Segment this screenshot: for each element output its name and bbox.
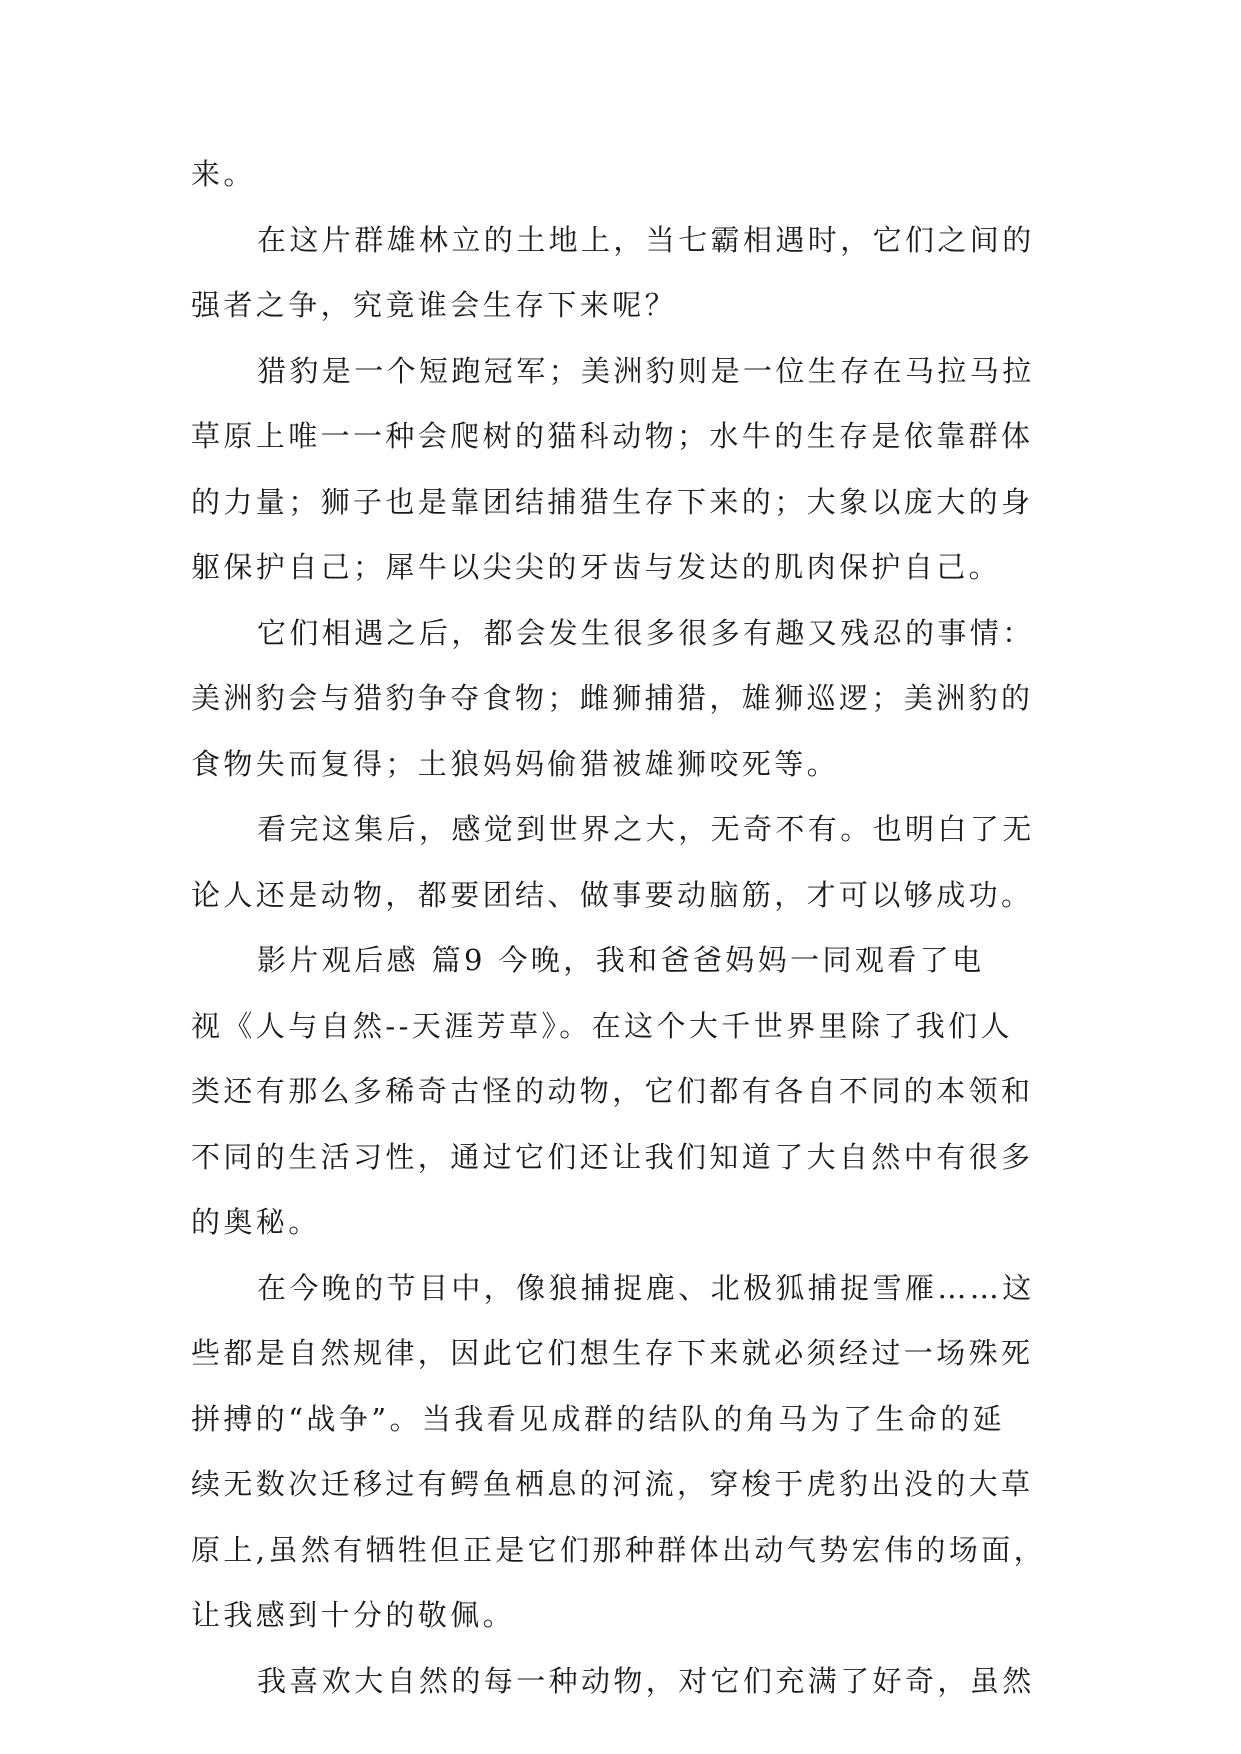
text-line: 论人还是动物，都要团结、做事要动脑筋，才可以够成功。 (191, 877, 1034, 912)
text-line: 续无数次迁移过有鳄鱼栖息的河流，穿梭于虎豹出没的大草 (191, 1467, 1034, 1501)
text-line: 食物失而复得；土狼妈妈偷猎被雄狮咬死等。 (191, 746, 840, 781)
text-line: 些都是自然规律，因此它们想生存下来就必须经过一场殊死 (191, 1336, 1034, 1370)
text-line: 躯保护自己；犀牛以尖尖的牙齿与发达的肌肉保护自己。 (191, 550, 1002, 584)
text-line: 原上,虽然有牺牲但正是它们那种群体出动气势宏伟的场面， (191, 1532, 1047, 1567)
text-line: 拼搏的“战争”。当我看见成群的结队的角马为了生命的延 (191, 1401, 1006, 1436)
text-line: 类还有那么多稀奇古怪的动物，它们都有各自不同的本领和 (191, 1074, 1034, 1108)
text-line: 来。 (191, 157, 256, 191)
text-line: 的奥秘。 (191, 1205, 321, 1239)
text-line: 不同的生活习性，通过它们还让我们知道了大自然中有很多 (191, 1139, 1034, 1174)
text-line: 美洲豹会与猎豹争夺食物；雌狮捕猎，雄狮巡逻；美洲豹的 (191, 681, 1034, 715)
text-line: 在今晚的节目中，像狼捕捉鹿、北极狐捕捉雪雁……这 (257, 1270, 1035, 1305)
text-line: 强者之争，究竟谁会生存下来呢？ (191, 288, 678, 322)
text-line: 我喜欢大自然的每一种动物，对它们充满了好奇，虽然 (257, 1663, 1035, 1698)
text-line: 在这片群雄林立的土地上，当七霸相遇时，它们之间的 (257, 222, 1035, 257)
text-line: 的力量；狮子也是靠团结捕猎生存下来的；大象以庞大的身 (191, 484, 1034, 519)
text-line: 让我感到十分的敬佩。 (191, 1598, 516, 1632)
text-line: 它们相遇之后，都会发生很多很多有趣又残忍的事情： (257, 615, 1035, 650)
text-line: 草原上唯一一种会爬树的猫科动物；水牛的生存是依靠群体 (191, 419, 1034, 453)
text-line: 视《人与自然--天涯芳草》。在这个大千世界里除了我们人 (191, 1008, 1013, 1043)
text-line: 看完这集后，感觉到世界之大，无奇不有。也明白了无 (257, 812, 1035, 846)
text-line: 猎豹是一个短跑冠军；美洲豹则是一位生存在马拉马拉 (257, 353, 1035, 388)
text-line: 影片观后感 篇9 今晚，我和爸爸妈妈一同观看了电 (257, 943, 985, 977)
